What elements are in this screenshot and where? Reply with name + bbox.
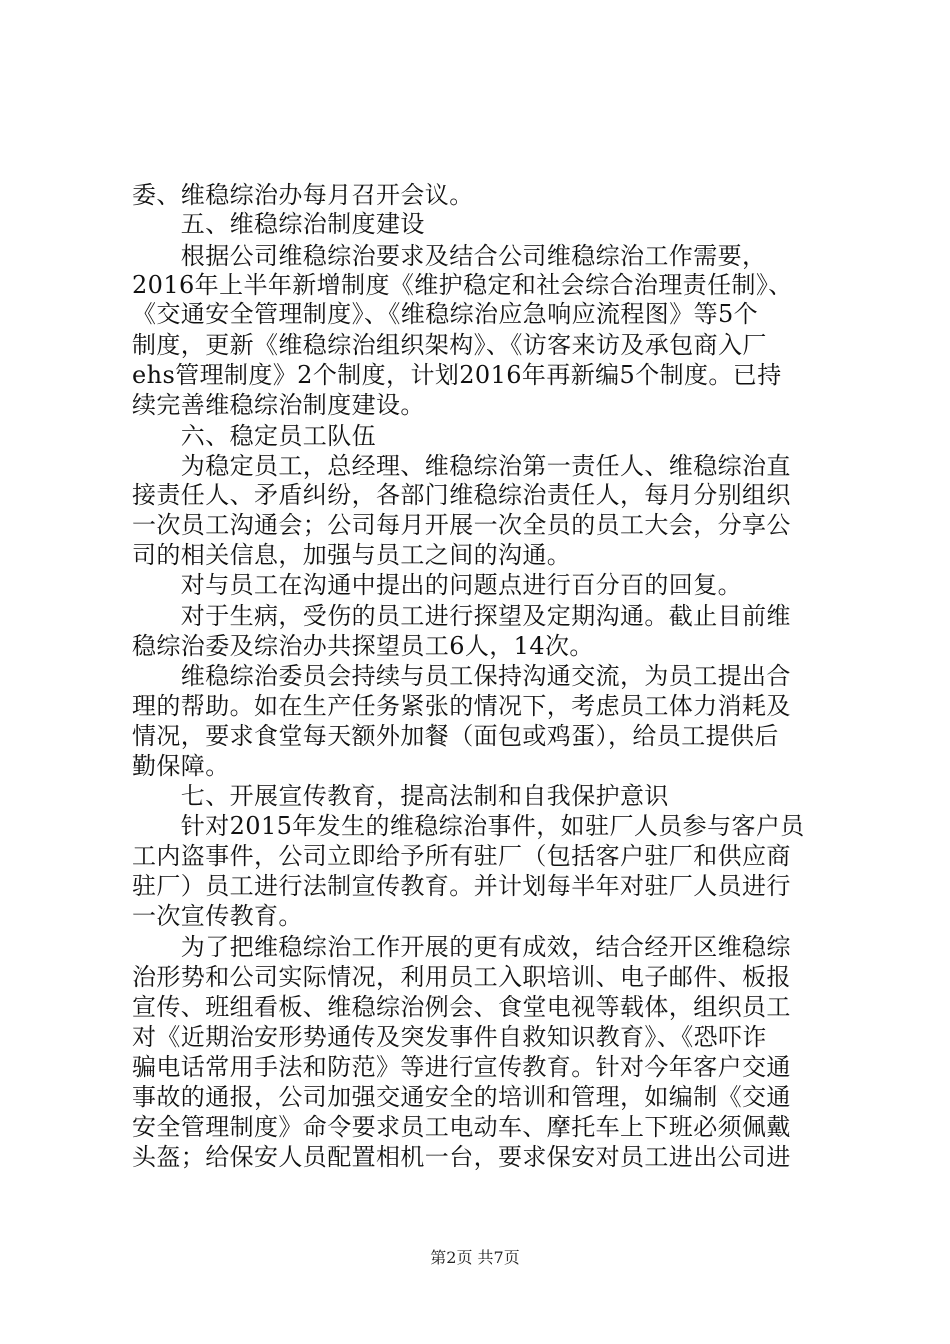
text-line: 针对2015年发生的维稳综治事件，如驻厂人员参与客户员 xyxy=(132,812,805,840)
page-number: 第2页 共7页 xyxy=(430,1248,520,1267)
text-line: 对《近期治安形势通传及突发事件自救知识教育》、《恐吓诈 xyxy=(132,1023,767,1051)
text-line: 为了把维稳综治工作开展的更有成效，结合经开区维稳综 xyxy=(132,933,791,961)
text-line: 委、维稳综治办每月召开会议。 xyxy=(132,181,474,209)
text-line: 安全管理制度》命令要求员工电动车、摩托车上下班必须佩戴 xyxy=(132,1113,791,1141)
section-heading: 六、稳定员工队伍 xyxy=(132,422,376,450)
text-line: 情况，要求食堂每天额外加餐（面包或鸡蛋），给员工提供后 xyxy=(132,722,779,750)
text-line: 2016年上半年新增制度《维护稳定和社会综合治理责任制》、 xyxy=(132,271,793,299)
text-line: 制度，更新《维稳综治组织架构》、《访客来访及承包商入厂 xyxy=(132,331,767,359)
text-line: 司的相关信息，加强与员工之间的沟通。 xyxy=(132,541,572,569)
text-line: 续完善维稳综治制度建设。 xyxy=(132,391,425,419)
text-line: 一次宣传教育。 xyxy=(132,902,303,930)
text-line: 对与员工在沟通中提出的问题点进行百分百的回复。 xyxy=(132,571,742,599)
text-line: 接责任人、矛盾纠纷，各部门维稳综治责任人，每月分别组织 xyxy=(132,481,791,509)
text-line: 头盔；给保安人员配置相机一台，要求保安对员工进出公司进 xyxy=(132,1143,791,1171)
text-line: 对于生病，受伤的员工进行探望及定期沟通。截止目前维 xyxy=(132,602,791,630)
text-line: 事故的通报，公司加强交通安全的培训和管理，如编制《交通 xyxy=(132,1083,791,1111)
text-line: 《交通安全管理制度》、《维稳综治应急响应流程图》等5个 xyxy=(132,300,759,328)
section-heading: 七、开展宣传教育，提高法制和自我保护意识 xyxy=(132,782,669,810)
section-heading: 五、维稳综治制度建设 xyxy=(132,210,425,238)
text-line: 一次员工沟通会；公司每月开展一次全员的员工大会，分享公 xyxy=(132,511,791,539)
text-line: 治形势和公司实际情况，利用员工入职培训、电子邮件、板报 xyxy=(132,963,791,991)
text-line: 理的帮助。如在生产任务紧张的情况下，考虑员工体力消耗及 xyxy=(132,692,791,720)
text-line: 骗电话常用手法和防范》等进行宣传教育。针对今年客户交通 xyxy=(132,1053,791,1081)
text-line: 勤保障。 xyxy=(132,752,230,780)
text-line: 根据公司维稳综治要求及结合公司维稳综治工作需要， xyxy=(132,242,767,270)
text-line: 为稳定员工，总经理、维稳综治第一责任人、维稳综治直 xyxy=(132,452,791,480)
text-line: 工内盗事件，公司立即给予所有驻厂（包括客户驻厂和供应商 xyxy=(132,842,791,870)
text-line: 维稳综治委员会持续与员工保持沟通交流，为员工提出合 xyxy=(132,662,791,690)
text-line: ehs管理制度》2个制度，计划2016年再新编5个制度。已持 xyxy=(132,361,782,389)
text-line: 稳综治委及综治办共探望员工6人，14次。 xyxy=(132,632,594,660)
text-line: 宣传、班组看板、维稳综治例会、食堂电视等载体，组织员工 xyxy=(132,993,791,1021)
text-line: 驻厂）员工进行法制宣传教育。并计划每半年对驻厂人员进行 xyxy=(132,872,791,900)
